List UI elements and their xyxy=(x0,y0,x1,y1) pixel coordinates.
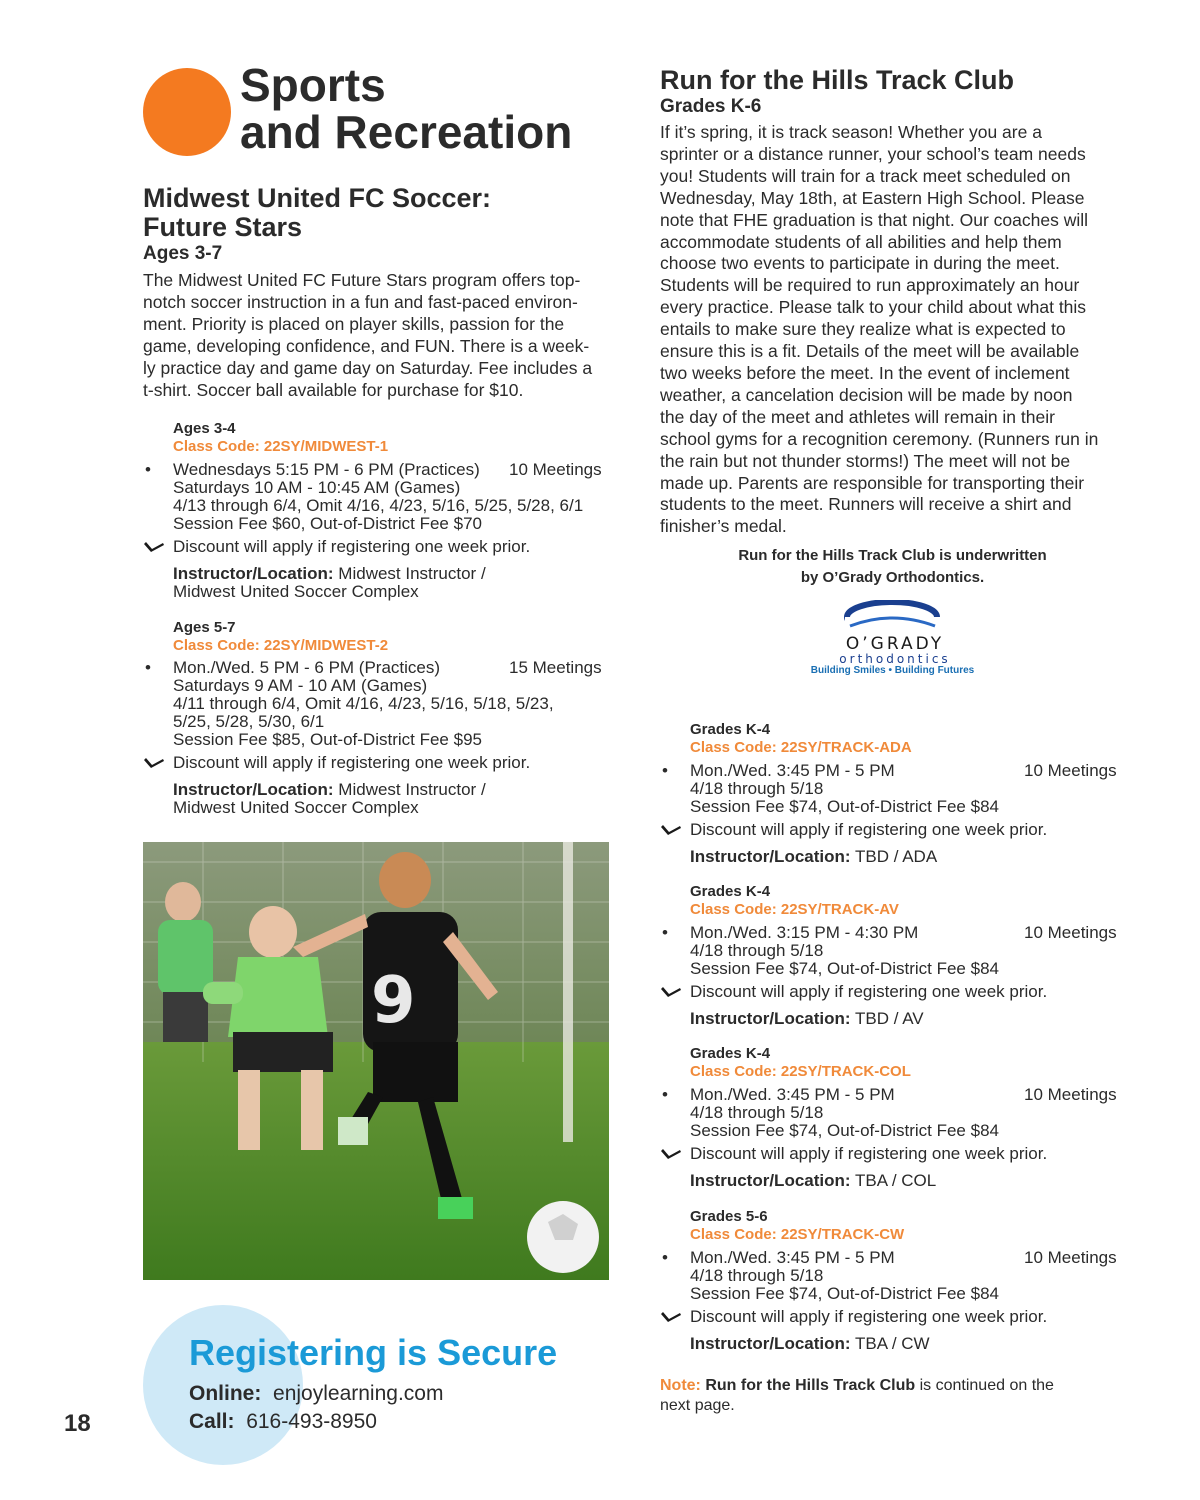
class-label: Ages 5-7 xyxy=(173,619,236,636)
discount-tag-icon xyxy=(660,1148,682,1162)
section-title xyxy=(240,59,573,158)
desc-line: finisher’s medal. xyxy=(660,516,787,537)
class-schedule: Mon./Wed. 3:45 PM - 5 PM xyxy=(690,761,895,780)
class-meetings: 15 Meetings xyxy=(509,658,602,677)
class-label: Ages 3-4 xyxy=(173,420,236,437)
ogrady-logo xyxy=(790,600,995,680)
desc-line: school gyms for a recognition ceremony. (Runners run in xyxy=(660,428,1099,449)
class-meetings: 10 Meetings xyxy=(509,460,602,479)
desc-line: ensure this is a fit. Details of the meet will be available xyxy=(660,341,1080,362)
soccer-title-line1: Midwest United FC Soccer: xyxy=(143,183,492,213)
class-detail: Session Fee $74, Out-of-District Fee $84 xyxy=(690,959,999,978)
bullet-icon: • xyxy=(145,460,151,479)
instructor-label: Instructor/Location: xyxy=(690,1009,851,1028)
discount-note: Discount will apply if registering one week prior. xyxy=(690,820,1048,839)
soccer-ages: Ages 3-7 xyxy=(143,243,223,264)
call-label: Call: xyxy=(189,1410,235,1433)
track-description xyxy=(660,122,1150,538)
soccer-header xyxy=(143,184,613,265)
instructor-label: Instructor/Location: xyxy=(173,564,334,583)
desc-line: the day of the meet and athletes will remain in their xyxy=(660,406,1055,427)
instructor-label: Instructor/Location: xyxy=(173,780,334,799)
instructor-value: TBA / COL xyxy=(854,1171,937,1190)
note-text: is continued on the xyxy=(919,1377,1054,1394)
note-bold: Run for the Hills Track Club xyxy=(705,1377,916,1394)
class-schedule: Wednesdays 5:15 PM - 6 PM (Practices) xyxy=(173,460,480,479)
instructor-value: TBD / AV xyxy=(854,1009,924,1028)
class-detail: Session Fee $74, Out-of-District Fee $84 xyxy=(690,797,999,816)
discount-tag-icon xyxy=(143,541,165,555)
instructor-label: Instructor/Location: xyxy=(690,1171,851,1190)
desc-line: every practice. Please talk to your child about what this xyxy=(660,297,1087,318)
soccer-photo xyxy=(143,842,609,1280)
class-block-track-cw xyxy=(660,1208,1140,1358)
instructor-value-2: Midwest United Soccer Complex xyxy=(173,582,419,601)
instructor-value: Midwest Instructor / xyxy=(338,564,486,583)
class-detail: Session Fee $85, Out-of-District Fee $95 xyxy=(173,730,482,749)
desc-line: Wednesday, May 18th, at Eastern High School. Please xyxy=(660,187,1085,208)
instructor-label: Instructor/Location: xyxy=(690,847,851,866)
class-detail: 4/11 through 6/4, Omit 4/16, 4/23, 5/16, 5/18, 5/23, xyxy=(173,694,554,713)
desc-line: ly practice day and game day on Saturday. Fee includes a xyxy=(143,358,593,378)
section-title-line2: and Recreation xyxy=(240,106,573,158)
desc-line: entails to make sure they realize what is expected to xyxy=(660,319,1066,340)
bullet-icon: • xyxy=(145,658,151,677)
logo-sub: orthodontics xyxy=(839,652,951,666)
desc-line: note that FHE graduation is that night. Our coaches will xyxy=(660,209,1089,230)
class-detail: 4/18 through 5/18 xyxy=(690,941,824,960)
register-online xyxy=(189,1380,443,1408)
section-dot-icon xyxy=(143,68,231,156)
class-meetings: 10 Meetings xyxy=(1024,1085,1117,1104)
discount-note: Discount will apply if registering one week prior. xyxy=(690,1144,1048,1163)
logo-tagline: Building Smiles • Building Futures xyxy=(810,665,975,676)
discount-tag-icon xyxy=(660,824,682,838)
desc-line: made up. Parents are responsible for transporting their xyxy=(660,472,1085,493)
note-text-2: next page. xyxy=(660,1397,735,1414)
instructor-value: TBA / CW xyxy=(854,1334,930,1353)
class-schedule: Mon./Wed. 3:45 PM - 5 PM xyxy=(690,1085,895,1104)
instructor-value: TBD / ADA xyxy=(854,847,938,866)
class-schedule: Mon./Wed. 5 PM - 6 PM (Practices) xyxy=(173,658,441,677)
discount-tag-icon xyxy=(143,757,165,771)
instructor-value-2: Midwest United Soccer Complex xyxy=(173,798,419,817)
soccer-title-line2: Future Stars xyxy=(143,212,303,242)
discount-note: Discount will apply if registering one week prior. xyxy=(690,1307,1048,1326)
desc-line: choose two events to participate in during the meet. xyxy=(660,253,1060,274)
desc-line: weather, a cancelation decision will be made by noon xyxy=(660,384,1073,405)
register-title: Registering is Secure xyxy=(189,1332,558,1373)
continued-note xyxy=(660,1376,1140,1416)
section-title-line1: Sports xyxy=(240,59,386,111)
class-label: Grades K-4 xyxy=(690,883,771,900)
online-label: Online: xyxy=(189,1382,262,1405)
track-title: Run for the Hills Track Club xyxy=(660,65,1015,95)
logo-name: O’GRADY xyxy=(845,634,945,654)
discount-note: Discount will apply if registering one week prior. xyxy=(690,982,1048,1001)
desc-line: game, developing confidence, and FUN. There is a week- xyxy=(143,336,590,356)
class-schedule: Mon./Wed. 3:45 PM - 5 PM xyxy=(690,1248,895,1267)
class-block-midwest-2 xyxy=(143,619,613,819)
discount-note: Discount will apply if registering one week prior. xyxy=(173,753,531,772)
desc-line: you! Students will train for a track meet scheduled on xyxy=(660,165,1071,186)
desc-line: t-shirt. Soccer ball available for purchase for $10. xyxy=(143,380,524,400)
class-detail: Session Fee $74, Out-of-District Fee $84 xyxy=(690,1121,999,1140)
phone-number[interactable]: 616-493-8950 xyxy=(246,1410,377,1433)
instructor-location xyxy=(690,848,937,866)
track-header xyxy=(660,66,1140,118)
class-code: Class Code: 22SY/MIDWEST-2 xyxy=(173,637,389,654)
soccer-description xyxy=(143,269,613,401)
instructor-location xyxy=(173,781,486,817)
page-number: 18 xyxy=(64,1410,91,1437)
svg-text:9: 9 xyxy=(371,964,416,1038)
class-block-track-col xyxy=(660,1045,1140,1195)
class-code: Class Code: 22SY/TRACK-AV xyxy=(690,901,899,918)
desc-line: If it’s spring, it is track season! Whether you are a xyxy=(660,122,1042,142)
class-detail: 5/25, 5/28, 5/30, 6/1 xyxy=(173,712,325,731)
class-code: Class Code: 22SY/MIDWEST-1 xyxy=(173,438,389,455)
register-call xyxy=(189,1408,443,1436)
class-code: Class Code: 22SY/TRACK-ADA xyxy=(690,739,912,756)
desc-line: The Midwest United FC Future Stars program offers top- xyxy=(143,270,581,290)
discount-tag-icon xyxy=(660,986,682,1000)
instructor-location xyxy=(690,1335,930,1353)
instructor-location xyxy=(173,565,486,601)
class-label: Grades 5-6 xyxy=(690,1208,768,1225)
desc-line: ment. Priority is placed on player skills, passion for the xyxy=(143,314,565,334)
class-label: Grades K-4 xyxy=(690,721,771,738)
instructor-label: Instructor/Location: xyxy=(690,1334,851,1353)
class-detail: Saturdays 9 AM - 10 AM (Games) xyxy=(173,676,428,695)
desc-line: Students will be required to run approximately an hour xyxy=(660,275,1080,296)
online-link[interactable]: enjoylearning.com xyxy=(273,1382,444,1405)
class-schedule: Mon./Wed. 3:15 PM - 4:30 PM xyxy=(690,923,919,942)
note-label: Note: xyxy=(660,1377,701,1394)
class-detail: 4/13 through 6/4, Omit 4/16, 4/23, 5/16, 5/25, 5/28, 6/1 xyxy=(173,496,584,515)
class-detail: 4/18 through 5/18 xyxy=(690,779,824,798)
desc-line: two weeks before the meet. In the event of inclement xyxy=(660,362,1070,383)
instructor-location xyxy=(690,1010,924,1028)
class-detail: 4/18 through 5/18 xyxy=(690,1103,824,1122)
bullet-icon: • xyxy=(662,761,668,780)
underwritten-line1: Run for the Hills Track Club is underwritten xyxy=(738,547,1047,564)
desc-line: sprinter or a distance runner, your school’s team needs xyxy=(660,143,1086,164)
bullet-icon: • xyxy=(662,923,668,942)
register-contact xyxy=(189,1380,443,1436)
class-block-track-ada xyxy=(660,721,1140,871)
desc-line: the rain but not thunder storms!) The meet will not be xyxy=(660,450,1071,471)
bullet-icon: • xyxy=(662,1085,668,1104)
class-meetings: 10 Meetings xyxy=(1024,923,1117,942)
class-detail: Session Fee $74, Out-of-District Fee $84 xyxy=(690,1284,999,1303)
class-meetings: 10 Meetings xyxy=(1024,761,1117,780)
instructor-location xyxy=(690,1172,936,1190)
class-meetings: 10 Meetings xyxy=(1024,1248,1117,1267)
class-detail: Saturdays 10 AM - 10:45 AM (Games) xyxy=(173,478,461,497)
desc-line: students to the meet. Runners will receive a shirt and xyxy=(660,494,1072,515)
class-detail: Session Fee $60, Out-of-District Fee $70 xyxy=(173,514,482,533)
underwritten-note xyxy=(660,545,1125,589)
class-label: Grades K-4 xyxy=(690,1045,771,1062)
desc-line: accommodate students of all abilities and help them xyxy=(660,231,1062,252)
underwritten-line2: by O’Grady Orthodontics. xyxy=(800,569,985,586)
class-block-midwest-1 xyxy=(143,420,613,605)
discount-note: Discount will apply if registering one week prior. xyxy=(173,537,531,556)
desc-line: notch soccer instruction in a fun and fast-paced environ- xyxy=(143,292,578,312)
discount-tag-icon xyxy=(660,1311,682,1325)
class-code: Class Code: 22SY/TRACK-COL xyxy=(690,1063,911,1080)
bullet-icon: • xyxy=(662,1248,668,1267)
track-grades: Grades K-6 xyxy=(660,96,762,117)
instructor-value: Midwest Instructor / xyxy=(338,780,486,799)
class-detail: 4/18 through 5/18 xyxy=(690,1266,824,1285)
class-block-track-av xyxy=(660,883,1140,1033)
class-code: Class Code: 22SY/TRACK-CW xyxy=(690,1226,905,1243)
